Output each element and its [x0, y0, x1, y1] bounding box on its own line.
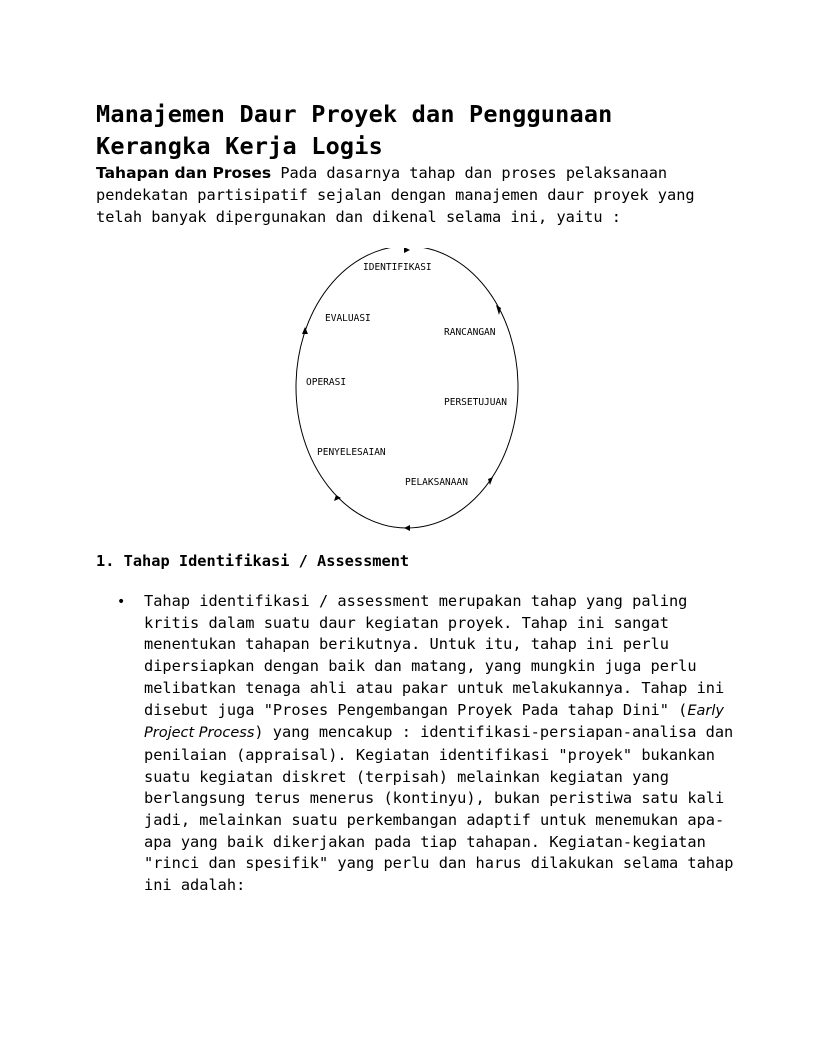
intro-paragraph — [96, 163, 736, 228]
bullet-marker: • — [117, 594, 126, 610]
cycle-arrow-left-upper — [302, 327, 308, 334]
label-identifikasi: IDENTIFIKASI — [363, 262, 432, 273]
cycle-arrow-right-lower — [488, 477, 493, 485]
intro-lead: Tahapan dan Proses — [96, 164, 272, 182]
bullet-paragraph — [144, 591, 734, 897]
cycle-arrow-right-upper — [496, 305, 501, 315]
label-pelaksanaan: PELAKSANAAN — [405, 477, 468, 488]
section-heading: 1. Tahap Identifikasi / Assessment — [96, 552, 410, 570]
label-persetujuan: PERSETUJUAN — [444, 397, 507, 408]
cycle-arrow-top — [404, 248, 410, 253]
project-cycle-diagram — [280, 248, 530, 536]
label-evaluasi: EVALUASI — [325, 313, 371, 324]
label-operasi: OPERASI — [306, 377, 347, 388]
bullet-text-part2: ) yang mencakup : identifikasi-persiapan-analisa dan penilaian (appraisal). Kegiatan identifikasi "proyek" bukankan suatu kegiatan diskret (terpisah) melainkan kegiatan yang berlangsung terus menerus (kontinyu), bukan peristiwa satu kali jadi, melainkan suatu perkembangan adaptif untuk menemukan apa-apa yang baik dikerjakan pada tiap tahapan. Kegiatan-kegiatan "rinci dan spesifik" yang perlu dan harus dilakukan selama tahap ini adalah: — [144, 723, 734, 895]
label-penyelesaian: PENYELESAIAN — [317, 447, 386, 458]
document-title: Manajemen Daur Proyek dan Penggunaan Kerangka Kerja Logis — [96, 100, 613, 160]
label-rancangan: RANCANGAN — [444, 327, 496, 338]
bullet-text-italic: Early Project Process — [144, 702, 724, 742]
cycle-arrow-bottom — [404, 525, 410, 531]
cycle-arrow-left-lower — [334, 495, 341, 501]
bullet-text-part1: Tahap identifikasi / assessment merupakan tahap yang paling kritis dalam suatu daur kegiatan proyek. Tahap ini sangat menentukan tahapan berikutnya. Untuk itu, tahap ini perlu dipersiapkan dengan baik dan matang, yang mungkin juga perlu melibatkan tenaga ahli atau pakar untuk melakukannya. Tahap ini disebut juga "Proses Pengembangan Proyek Pada tahap Dini" ( — [144, 592, 725, 719]
intro-text: Pada dasarnya tahap dan proses pelaksanaan pendekatan partisipatif sejalan dengan manajemen daur proyek yang telah banyak dipergunakan dan dikenal selama ini, yaitu : — [96, 164, 695, 226]
